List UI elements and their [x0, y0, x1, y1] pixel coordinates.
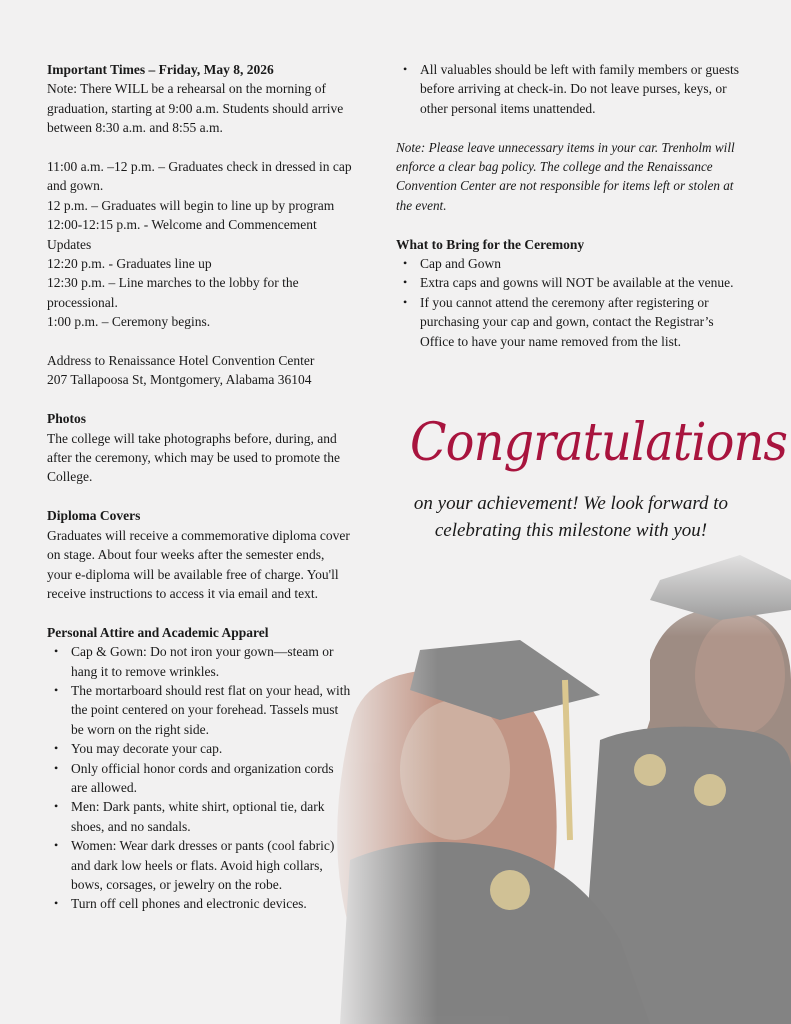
diploma-heading: Diploma Covers: [47, 508, 141, 524]
list-item: • The mortarboard should rest flat on your head, with the point centered on your forehead. Tassels must be worn on the right side.: [71, 681, 352, 739]
schedule-item: 11:00 a.m. –12 p.m. – Graduates check in dressed in cap and gown.: [47, 159, 352, 194]
address-line-1: Address to Renaissance Hotel Convention Center: [47, 353, 315, 369]
diploma-text: Graduates will receive a commemorative diploma cover on stage. About four weeks after the semester ends, your e-diploma will be available free of charge. You'll receive instructions to access it via email and text.: [47, 527, 350, 601]
right-column: [396, 60, 746, 351]
bring-heading: What to Bring for the Ceremony: [396, 236, 585, 252]
congratulations-message: on your achievement! We look forward to celebrating this milestone with you!: [413, 493, 729, 541]
bring-list: [396, 254, 746, 351]
schedule-item: 12:20 p.m. - Graduates line up: [47, 256, 212, 272]
list-item: • Extra caps and gowns will NOT be available at the venue.: [420, 273, 746, 292]
list-item: • All valuables should be left with family members or guests before arriving at check-in. Do not leave purses, keys, or other personal items unattended.: [420, 60, 746, 118]
schedule-item: 12:30 p.m. – Line marches to the lobby for the processional.: [47, 275, 299, 310]
list-item: • You may decorate your cap.: [71, 739, 352, 758]
bag-note-text: Note: Please leave unnecessary items in your car. Trenholm will enforce a clear bag policy. The college and the Renaissance Convention Center are not responsible for items left or stolen at the event.: [396, 139, 735, 213]
attire-heading: Personal Attire and Academic Apparel: [47, 624, 269, 640]
photos-text: The college will take photographs before, during, and after the ceremony, which may be used to promote the College.: [47, 430, 341, 485]
schedule-item: 12:00-12:15 p.m. - Welcome and Commencement Updates: [47, 217, 317, 252]
valuables-list: [396, 60, 746, 118]
graduates-photo: [320, 540, 791, 1024]
important-times-section: [47, 60, 352, 138]
valuables-section: [396, 60, 746, 118]
list-item: • Cap and Gown: [420, 254, 746, 273]
attire-section: [47, 623, 352, 914]
important-times-heading: Important Times – Friday, May 8, 2026: [47, 62, 274, 77]
photos-section: [47, 409, 352, 487]
list-item: • Only official honor cords and organization cords are allowed.: [71, 759, 352, 798]
diploma-section: [47, 506, 352, 603]
schedule: [47, 157, 352, 332]
bag-policy-note: [396, 138, 746, 216]
list-item: • If you cannot attend the ceremony after registering or purchasing your cap and gown, contact the Registrar’s Office to have your name removed from the list.: [420, 293, 746, 351]
congratulations-script: Congratulations: [410, 413, 787, 473]
left-column: [47, 60, 352, 914]
address-line-2: 207 Tallapoosa St, Montgomery, Alabama 36104: [47, 372, 312, 388]
bring-section: [396, 235, 746, 351]
schedule-item: 1:00 p.m. – Ceremony begins.: [47, 314, 211, 330]
list-item: • Women: Wear dark dresses or pants (cool fabric) and dark low heels or flats. Avoid high collars, bows, corsages, or jewelry on the robe.: [71, 836, 352, 894]
congratulations-block: [396, 408, 787, 544]
list-item: • Turn off cell phones and electronic devices.: [71, 894, 352, 913]
photos-heading: Photos: [47, 411, 87, 427]
rehearsal-note: Note: There WILL be a rehearsal on the morning of graduation, starting at 9:00 a.m. Students should arrive between 8:30 a.m. and 8:55 a.m.: [47, 81, 344, 136]
list-item: • Men: Dark pants, white shirt, optional tie, dark shoes, and no sandals.: [71, 797, 352, 836]
attire-list: [47, 642, 352, 914]
address-block: [47, 351, 352, 390]
schedule-item: 12 p.m. – Graduates will begin to line up by program: [47, 197, 335, 213]
list-item: • Cap & Gown: Do not iron your gown—steam or hang it to remove wrinkles.: [71, 642, 352, 681]
